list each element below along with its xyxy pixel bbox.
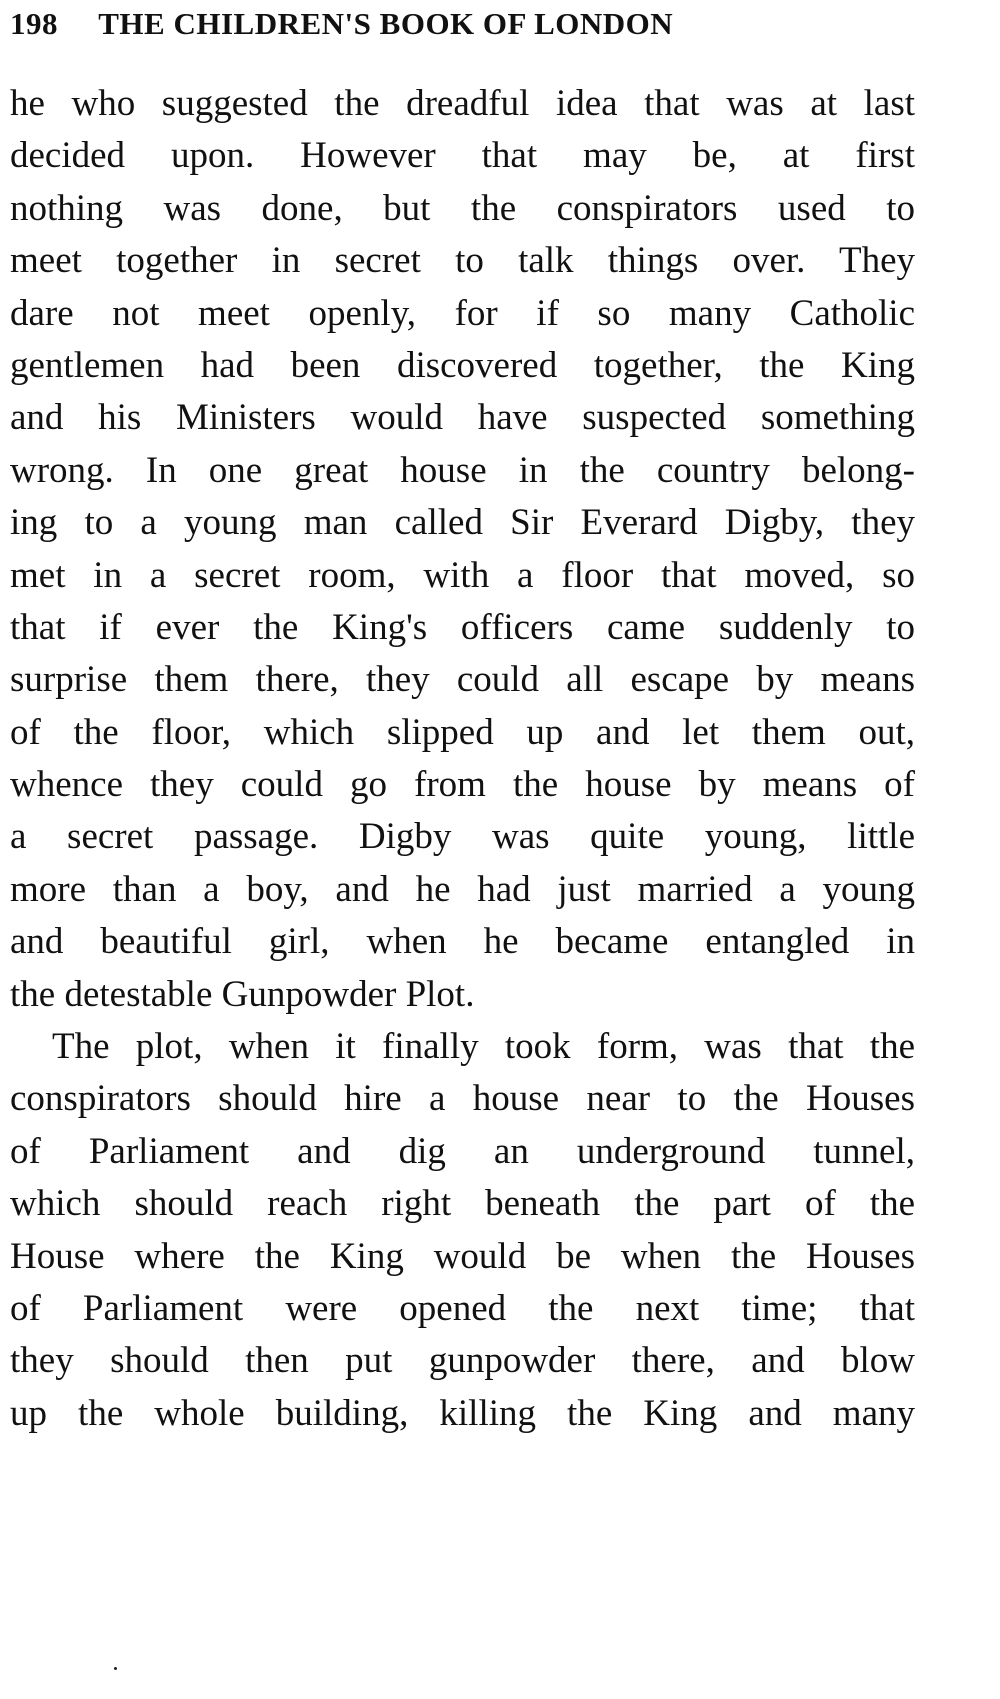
text-line: of the floor, which slipped up and let them out, — [10, 711, 915, 753]
text-line: that if ever the King's officers came suddenly to — [10, 606, 915, 648]
text-line: a secret passage. Digby was quite young, little — [10, 816, 915, 858]
text-line: House where the King would be when the Houses — [10, 1235, 915, 1277]
text-line: meet together in secret to talk things over. They — [10, 240, 915, 282]
running-title: THE CHILDREN'S BOOK OF LONDON — [98, 6, 674, 41]
text-line: more than a boy, and he had just married a young — [10, 868, 915, 910]
text-line: of Parliament were opened the next time; that — [10, 1287, 915, 1329]
text-line: and beautiful girl, when he became entangled in — [10, 921, 915, 963]
text-line: the detestable Gunpowder Plot. — [10, 973, 475, 1015]
paragraph-1 — [10, 78, 915, 1021]
text-line: of Parliament and dig an underground tunnel, — [10, 1130, 915, 1172]
text-line: ing to a young man called Sir Everard Digby, they — [10, 502, 915, 544]
text-line: The plot, when it finally took form, was that the — [52, 1026, 915, 1068]
text-line: wrong. In one great house in the country belong- — [10, 449, 915, 491]
paragraph-2 — [10, 1021, 915, 1440]
text-line: nothing was done, but the conspirators used to — [10, 187, 915, 229]
text-line: up the whole building, killing the King and many — [10, 1392, 915, 1434]
page-number: 198 — [10, 6, 58, 41]
text-line: and his Ministers would have suspected something — [10, 397, 915, 439]
text-line: conspirators should hire a house near to the Houses — [10, 1078, 915, 1120]
text-line: whence they could go from the house by means of — [10, 764, 915, 806]
text-line: gentlemen had been discovered together, the King — [10, 344, 915, 386]
text-line: met in a secret room, with a floor that moved, so — [10, 554, 915, 596]
text-line: decided upon. However that may be, at first — [10, 135, 915, 177]
text-line: he who suggested the dreadful idea that was at last — [10, 83, 915, 124]
text-line: they should then put gunpowder there, and blow — [10, 1340, 915, 1382]
running-header — [10, 6, 915, 46]
text-line: surprise them there, they could all escape by means — [10, 659, 915, 701]
book-page — [10, 0, 915, 1699]
ink-speck — [114, 1667, 117, 1670]
text-line: dare not meet openly, for if so many Catholic — [10, 292, 915, 334]
text-line: which should reach right beneath the part of the — [10, 1183, 915, 1225]
body-text — [10, 78, 915, 1440]
